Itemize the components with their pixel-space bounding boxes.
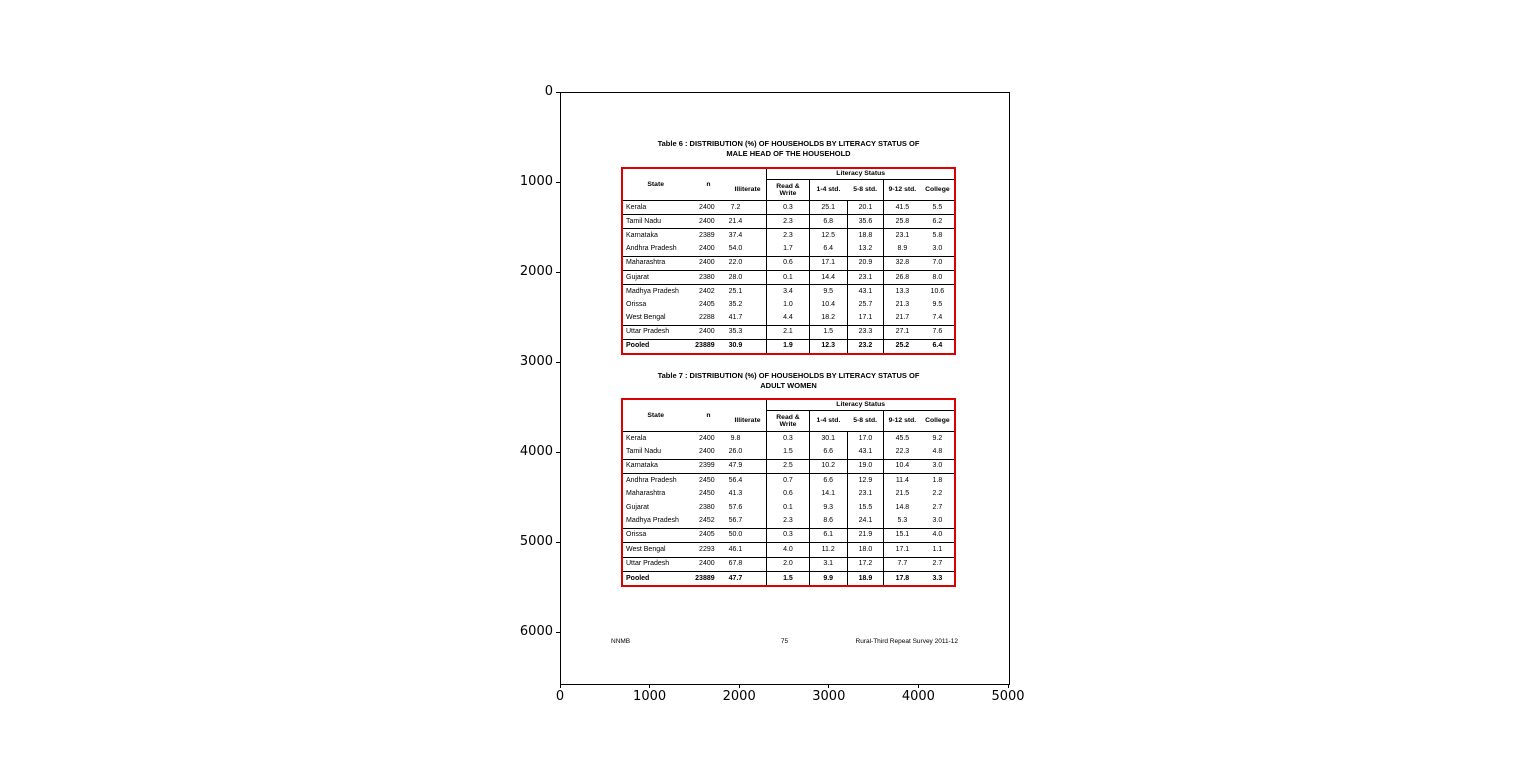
header-n: n xyxy=(688,168,728,201)
cell-state: Pooled xyxy=(626,574,650,582)
footer-survey-label: Rural-Third Repeat Survey 2011-12 xyxy=(855,638,958,645)
table-cell: 26.0 xyxy=(729,445,767,459)
table-cell: 8.9 xyxy=(884,243,921,257)
x-tick-label: 0 xyxy=(555,689,565,704)
table-cell: 35.3 xyxy=(729,325,767,339)
header-read-write xyxy=(767,180,809,201)
table-cell: 15.1 xyxy=(884,528,921,542)
table-cell: 27.1 xyxy=(884,325,921,339)
cell-state: Uttar Pradesh xyxy=(622,325,688,339)
cell-state: Gujarat xyxy=(622,270,688,284)
table-cell: 7.2 xyxy=(729,201,767,215)
y-tick-mark xyxy=(556,182,560,183)
table-cell: 18.9 xyxy=(847,571,883,586)
x-tick-mark xyxy=(918,684,919,688)
table-cell: 0.3 xyxy=(767,432,809,446)
cell-state: Madhya Pradesh xyxy=(622,514,688,528)
table-cell: 26.8 xyxy=(884,270,921,284)
distribution-table xyxy=(621,167,956,355)
table-cell: 57.6 xyxy=(728,503,743,511)
table-cell: 6.4 xyxy=(809,243,847,257)
table-cell: 20.1 xyxy=(847,201,883,215)
table-cell: 2400 xyxy=(688,201,728,215)
table-cell: 25.1 xyxy=(809,201,847,215)
header-illiterate: Illiterate xyxy=(729,180,767,201)
y-tick-mark xyxy=(556,632,560,633)
table-cell: 2380 xyxy=(688,270,728,284)
table-cell: 2.7 xyxy=(921,557,955,571)
table-cell: 18.8 xyxy=(847,229,883,243)
table-cell: 56.4 xyxy=(728,476,743,484)
cell-state: Tamil Nadu xyxy=(622,445,688,459)
cell-state: Orissa xyxy=(626,300,647,308)
x-tick-mark xyxy=(739,684,740,688)
footer-org-label: NNMB xyxy=(611,638,631,645)
table-row xyxy=(622,285,955,299)
header-read-write-line2: Write xyxy=(779,421,797,428)
header-spacer xyxy=(729,168,767,180)
table-cell: 1.7 xyxy=(767,243,809,257)
table-cell: 22.0 xyxy=(729,256,767,270)
header-literacy-status: Literacy Status xyxy=(767,168,955,180)
table-cell: 13.2 xyxy=(847,243,883,257)
table-cell: 2.7 xyxy=(932,503,943,511)
table-cell: 23.1 xyxy=(847,488,883,501)
table-row xyxy=(622,339,955,354)
y-tick-label: 4000 xyxy=(519,444,553,459)
table-cell: 0.6 xyxy=(767,256,809,270)
table-cell: 23.1 xyxy=(847,270,883,284)
table-cell: 4.0 xyxy=(921,528,955,542)
table-row xyxy=(622,312,955,326)
table-cell: 17.0 xyxy=(847,432,883,446)
header-spacer xyxy=(729,399,767,411)
page-footer xyxy=(611,638,958,648)
table-cell: 19.0 xyxy=(847,459,883,473)
table-cell: 8.6 xyxy=(809,514,847,528)
table-cell: 9.8 xyxy=(730,434,741,442)
table-cell: 0.6 xyxy=(767,488,809,501)
table-cell: 2400 xyxy=(688,243,728,257)
table-cell: 28.0 xyxy=(729,270,767,284)
table-cell: 37.4 xyxy=(728,231,743,239)
y-tick-label: 1000 xyxy=(519,174,553,189)
table-row xyxy=(622,325,955,339)
x-tick-label: 1000 xyxy=(633,689,667,704)
table-row xyxy=(622,215,955,229)
table-cell: 1.8 xyxy=(932,476,943,484)
table7-title xyxy=(621,371,956,390)
table-cell: 4.4 xyxy=(767,312,809,326)
table-cell: 30.9 xyxy=(728,342,743,350)
table-cell: 2400 xyxy=(688,215,728,229)
header-n: n xyxy=(688,399,728,432)
header-state: State xyxy=(622,399,688,432)
table-row xyxy=(622,474,955,488)
table-row xyxy=(622,571,955,586)
table-cell: 1.5 xyxy=(767,445,809,459)
distribution-table xyxy=(621,398,956,587)
cell-state: Orissa xyxy=(622,528,688,542)
table-cell: 2399 xyxy=(688,459,728,473)
table-cell: 9.9 xyxy=(809,571,847,586)
table-cell: 10.4 xyxy=(884,459,921,473)
header-std-1-4: 1-4 std. xyxy=(809,411,847,432)
table-cell: 2.0 xyxy=(767,557,809,571)
table-cell: 0.1 xyxy=(767,270,809,284)
table-cell: 5.3 xyxy=(884,514,921,528)
cell-state: Maharashtra xyxy=(622,256,688,270)
header-college: College xyxy=(921,180,955,201)
table-cell: 23.3 xyxy=(847,325,883,339)
table-cell: 67.8 xyxy=(729,557,767,571)
table-head xyxy=(622,399,955,432)
cell-state: Pooled xyxy=(626,342,650,350)
table-cell: 0.3 xyxy=(767,528,809,542)
table-cell: 2405 xyxy=(699,300,715,308)
table-row xyxy=(622,459,955,473)
table7-title-line2: ADULT WOMEN xyxy=(760,380,817,390)
table-cell: 21.7 xyxy=(884,312,921,326)
table-row xyxy=(622,270,955,284)
table-cell: 2405 xyxy=(688,528,728,542)
cell-state: Andhra Pradesh xyxy=(622,243,688,257)
table-cell: 1.5 xyxy=(809,325,847,339)
table-cell: 13.3 xyxy=(884,285,921,299)
table-cell: 0.7 xyxy=(767,474,809,488)
y-tick-mark xyxy=(556,92,560,93)
table-cell: 4.0 xyxy=(767,543,809,557)
table-cell: 41.7 xyxy=(729,312,767,326)
header-std-5-8: 5-8 std. xyxy=(847,411,883,432)
table-cell: 21.3 xyxy=(884,298,921,311)
table-cell: 43.1 xyxy=(847,285,883,299)
y-tick-label: 6000 xyxy=(519,624,553,639)
table-cell: 6.4 xyxy=(932,342,943,350)
table-cell: 5.5 xyxy=(921,201,955,215)
header-college: College xyxy=(921,411,955,432)
table-cell: 14.4 xyxy=(809,270,847,284)
table-cell: 45.5 xyxy=(884,432,921,446)
table6-title xyxy=(621,139,956,158)
x-tick-mark xyxy=(828,684,829,688)
header-read-write-line1: Read & xyxy=(776,413,800,421)
cell-state: Gujarat xyxy=(626,503,649,511)
cell-state: Karnataka xyxy=(626,231,658,239)
table-cell: 23889 xyxy=(695,342,715,350)
table-cell: 5.8 xyxy=(932,231,943,239)
table-cell: 23889 xyxy=(695,574,715,582)
table-cell: 7.6 xyxy=(921,325,955,339)
header-std-5-8: 5-8 std. xyxy=(847,180,883,201)
table-cell: 3.3 xyxy=(932,574,943,582)
table-cell: 17.1 xyxy=(847,312,883,326)
table-cell: 6.6 xyxy=(809,445,847,459)
y-tick-mark xyxy=(556,272,560,273)
table-cell: 9.5 xyxy=(932,300,943,308)
table-cell: 1.9 xyxy=(767,339,809,354)
header-state: State xyxy=(622,168,688,201)
y-tick-label: 5000 xyxy=(519,534,553,549)
table-cell: 12.5 xyxy=(809,229,847,243)
table-cell: 2.3 xyxy=(767,229,809,243)
table-cell: 15.5 xyxy=(847,501,883,514)
table-cell: 25.1 xyxy=(728,287,743,295)
header-read-write-line2: Write xyxy=(779,190,797,197)
table-cell: 56.7 xyxy=(729,514,767,528)
table-row xyxy=(622,445,955,459)
table-row xyxy=(622,432,955,446)
table-cell: 14.1 xyxy=(809,488,847,501)
table-cell: 2.1 xyxy=(767,325,809,339)
table-cell: 30.1 xyxy=(809,432,847,446)
table-cell: 41.5 xyxy=(884,201,921,215)
y-tick-label: 2000 xyxy=(519,264,553,279)
table-cell: 22.3 xyxy=(884,445,921,459)
header-illiterate: Illiterate xyxy=(729,411,767,432)
table-cell: 35.2 xyxy=(728,300,743,308)
table7-title-line1: Table 7 : DISTRIBUTION (%) OF HOUSEHOLDS BY LITERACY STATUS OF xyxy=(657,371,920,380)
table-cell: 10.2 xyxy=(809,459,847,473)
cell-state: Madhya Pradesh xyxy=(626,287,679,295)
table-row xyxy=(622,243,955,257)
table-cell: 2.3 xyxy=(767,215,809,229)
table-cell: 9.5 xyxy=(809,285,847,299)
table-cell: 14.8 xyxy=(884,501,921,514)
x-tick-mark xyxy=(1008,684,1009,688)
cell-state: West Bengal xyxy=(622,543,688,557)
table-cell: 10.4 xyxy=(809,298,847,311)
x-tick-label: 5000 xyxy=(991,689,1025,704)
table-cell: 3.1 xyxy=(809,557,847,571)
table-cell: 21.4 xyxy=(729,215,767,229)
table-body xyxy=(622,432,955,587)
table-cell: 12.9 xyxy=(847,474,883,488)
table-cell: 8.0 xyxy=(921,270,955,284)
table-row xyxy=(622,201,955,215)
table-cell: 17.2 xyxy=(847,557,883,571)
table-row xyxy=(622,256,955,270)
table-cell: 18.0 xyxy=(847,543,883,557)
table-head xyxy=(622,168,955,201)
table-cell: 7.0 xyxy=(921,256,955,270)
table-row xyxy=(622,543,955,557)
table-cell: 12.3 xyxy=(809,339,847,354)
table-row xyxy=(622,501,955,514)
table-cell: 9.3 xyxy=(809,501,847,514)
table-cell: 2.5 xyxy=(767,459,809,473)
table-cell: 18.2 xyxy=(809,312,847,326)
table6-block xyxy=(621,167,956,355)
table-cell: 32.8 xyxy=(884,256,921,270)
table-cell: 3.0 xyxy=(921,243,955,257)
table-cell: 2288 xyxy=(688,312,728,326)
cell-state: Maharashtra xyxy=(626,490,666,498)
table-cell: 2293 xyxy=(688,543,728,557)
axes-frame xyxy=(560,92,1010,685)
table-row xyxy=(622,528,955,542)
table-row xyxy=(622,229,955,243)
table6-title-line2: MALE HEAD OF THE HOUSEHOLD xyxy=(726,148,851,158)
table-cell: 2380 xyxy=(699,503,715,511)
table-cell: 4.8 xyxy=(921,445,955,459)
table7-block xyxy=(621,398,956,587)
table-cell: 50.0 xyxy=(729,528,767,542)
table-cell: 25.7 xyxy=(847,298,883,311)
cell-state: Uttar Pradesh xyxy=(622,557,688,571)
header-std-9-12: 9-12 std. xyxy=(884,411,921,432)
y-tick-label: 3000 xyxy=(519,354,553,369)
table-cell: 17.8 xyxy=(884,571,921,586)
table-cell: 23.1 xyxy=(884,229,921,243)
table6-title-line1: Table 6 : DISTRIBUTION (%) OF HOUSEHOLDS BY LITERACY STATUS OF xyxy=(657,139,920,148)
table-cell: 25.2 xyxy=(884,339,921,354)
table-cell: 7.4 xyxy=(921,312,955,326)
cell-state: Tamil Nadu xyxy=(622,215,688,229)
table-cell: 11.2 xyxy=(809,543,847,557)
table-cell: 6.8 xyxy=(809,215,847,229)
table-cell: 10.6 xyxy=(930,287,945,295)
footer-page-number: 75 xyxy=(780,638,789,645)
x-tick-label: 3000 xyxy=(812,689,846,704)
header-std-1-4: 1-4 std. xyxy=(809,180,847,201)
table-row xyxy=(622,514,955,528)
header-row-1 xyxy=(622,168,955,180)
table-cell: 43.1 xyxy=(847,445,883,459)
y-tick-mark xyxy=(556,362,560,363)
table-cell: 21.9 xyxy=(847,528,883,542)
cell-state: Kerala xyxy=(622,201,688,215)
cell-state: Karnataka xyxy=(622,459,688,473)
y-tick-mark xyxy=(556,452,560,453)
table-cell: 35.6 xyxy=(847,215,883,229)
table-cell: 20.9 xyxy=(847,256,883,270)
table-cell: 2400 xyxy=(688,557,728,571)
table-cell: 2400 xyxy=(688,445,728,459)
table-cell: 47.7 xyxy=(728,574,743,582)
table-cell: 21.5 xyxy=(884,488,921,501)
table-row xyxy=(622,298,955,311)
table-cell: 6.1 xyxy=(809,528,847,542)
table-cell: 46.1 xyxy=(729,543,767,557)
header-literacy-status: Literacy Status xyxy=(767,399,955,411)
table-cell: 6.6 xyxy=(809,474,847,488)
y-tick-mark xyxy=(556,542,560,543)
x-tick-mark xyxy=(560,684,561,688)
cell-state: Kerala xyxy=(626,434,647,442)
table-cell: 11.4 xyxy=(884,474,921,488)
table-cell: 24.1 xyxy=(847,514,883,528)
table-cell: 9.2 xyxy=(932,434,943,442)
table-cell: 2400 xyxy=(688,256,728,270)
table-cell: 54.0 xyxy=(729,243,767,257)
table-cell: 17.1 xyxy=(884,543,921,557)
header-std-9-12: 9-12 std. xyxy=(884,180,921,201)
x-tick-label: 2000 xyxy=(722,689,756,704)
table-cell: 2.2 xyxy=(932,490,943,498)
table-cell: 6.2 xyxy=(921,215,955,229)
cell-state: Andhra Pradesh xyxy=(626,476,677,484)
table-cell: 0.3 xyxy=(767,201,809,215)
header-read-write xyxy=(767,411,809,432)
table-cell: 1.0 xyxy=(767,298,809,311)
table-cell: 25.8 xyxy=(884,215,921,229)
table-row xyxy=(622,557,955,571)
table-cell: 23.2 xyxy=(847,339,883,354)
table-cell: 2450 xyxy=(699,476,715,484)
table-body xyxy=(622,201,955,355)
table-cell: 1.5 xyxy=(767,571,809,586)
table-cell: 2.3 xyxy=(767,514,809,528)
table-cell: 2402 xyxy=(699,287,715,295)
cell-state: West Bengal xyxy=(622,312,688,326)
table-cell: 1.1 xyxy=(921,543,955,557)
x-tick-mark xyxy=(649,684,650,688)
table-cell: 2400 xyxy=(699,434,715,442)
table-cell: 17.1 xyxy=(809,256,847,270)
x-tick-label: 4000 xyxy=(901,689,935,704)
table-cell: 2450 xyxy=(699,490,715,498)
header-read-write-line1: Read & xyxy=(776,182,800,190)
table-cell: 7.7 xyxy=(884,557,921,571)
table-cell: 3.0 xyxy=(921,459,955,473)
table-cell: 3.4 xyxy=(767,285,809,299)
table-cell: 2400 xyxy=(688,325,728,339)
table-cell: 47.9 xyxy=(729,459,767,473)
table-cell: 0.1 xyxy=(767,501,809,514)
header-row-1 xyxy=(622,399,955,411)
table-row xyxy=(622,488,955,501)
table-cell: 2452 xyxy=(688,514,728,528)
table-cell: 3.0 xyxy=(921,514,955,528)
table-cell: 2389 xyxy=(699,231,715,239)
y-tick-label: 0 xyxy=(544,84,553,99)
table-cell: 41.3 xyxy=(728,490,743,498)
